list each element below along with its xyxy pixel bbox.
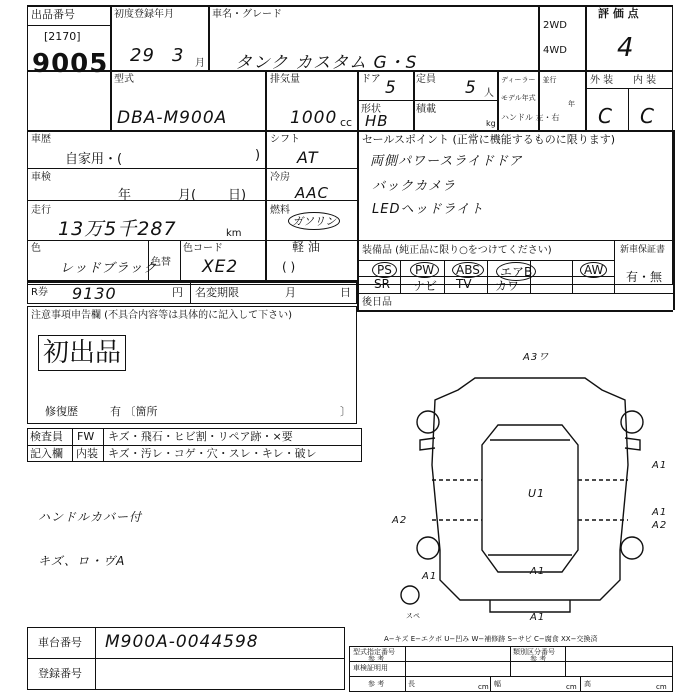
fw-label: FW xyxy=(77,430,95,443)
exterior-label: 外 装 xyxy=(590,75,614,86)
ref-2: 参 考 xyxy=(530,655,547,663)
load-label: 積載 xyxy=(416,104,436,115)
divider xyxy=(72,428,73,462)
equip-aw: AW xyxy=(580,262,607,278)
interior-row-label: 内装 xyxy=(76,447,98,460)
shift-value: AT xyxy=(297,148,319,167)
width-label: 幅 xyxy=(494,680,501,688)
divider xyxy=(510,646,511,676)
history-value: 自家用・( xyxy=(65,152,123,167)
displacement-unit: cc xyxy=(340,116,353,129)
shift-label: シフト xyxy=(270,134,300,145)
type-value: DBA-M900A xyxy=(117,108,228,128)
ref-1: 参 考 xyxy=(368,655,385,663)
divider xyxy=(27,5,673,7)
divider xyxy=(565,646,566,676)
expiry-month: 月 xyxy=(285,286,296,299)
type-spec-label: 型式指定番号 xyxy=(353,648,395,656)
divider xyxy=(27,130,673,132)
divider xyxy=(349,661,673,662)
notes-title: 注意事項申告欄 (不具合内容等は具体的に記入して下さい) xyxy=(31,310,292,321)
divider xyxy=(357,310,673,312)
length-label: 長 xyxy=(408,680,415,688)
remark-line-2: キズ、ロ・ヴA xyxy=(38,554,126,568)
divider xyxy=(497,70,499,130)
inspection-month: 月( xyxy=(178,188,197,203)
equip-tv: TV xyxy=(456,277,472,291)
capacity-label: 定員 xyxy=(416,74,436,85)
cm-1: cm xyxy=(478,683,489,691)
divider xyxy=(490,676,491,692)
divider xyxy=(95,627,96,690)
divider xyxy=(628,88,629,130)
inspection-day: 日) xyxy=(228,188,247,203)
fuel-alt: 軽 油 xyxy=(292,240,320,254)
divider xyxy=(180,240,181,280)
damage-bottom: A1 xyxy=(530,612,546,623)
divider xyxy=(357,280,359,310)
recycle-unit: 円 xyxy=(172,286,183,299)
divider xyxy=(357,100,497,101)
class-label: 類別区分番号 xyxy=(513,648,555,656)
equip-pw: PW xyxy=(410,262,439,278)
inspector-label: 検査員 xyxy=(30,430,63,443)
model-label: 車名・グレード xyxy=(212,9,282,20)
footer-right xyxy=(349,646,673,692)
divider xyxy=(27,445,362,446)
mileage-value: 13万5千287 xyxy=(58,218,177,240)
divider xyxy=(614,240,615,293)
first-reg-year: 29 xyxy=(130,45,155,66)
damage-right-1: A1 xyxy=(652,460,668,471)
divider xyxy=(357,240,673,241)
damage-top: A3ワ xyxy=(523,352,550,363)
color-code-value: XE2 xyxy=(202,257,239,277)
type-label: 型式 xyxy=(114,74,134,85)
interior-items: キズ・汚レ・コゲ・穴・スレ・キレ・破レ xyxy=(108,447,317,460)
post-label: 後日品 xyxy=(362,297,392,308)
recorder-label: 記入欄 xyxy=(30,447,63,460)
divider xyxy=(580,676,581,692)
divider xyxy=(673,130,675,310)
exterior-grade: C xyxy=(598,104,613,128)
spare-label: スペ xyxy=(406,612,420,620)
doors-value: 5 xyxy=(385,78,397,98)
divider xyxy=(487,260,488,293)
equipment-title: 装備品 (純正品に限り○をつけてください) xyxy=(362,245,552,256)
expiry-label: 名変期限 xyxy=(195,286,239,299)
cm-3: cm xyxy=(656,683,667,691)
equip-navi: ナビ xyxy=(413,279,438,293)
damage-rear: A1 xyxy=(530,566,546,577)
recycle-value: 9130 xyxy=(72,284,117,303)
damage-right-2: A1 xyxy=(652,507,668,518)
sales-point-3: LEDヘッドライト xyxy=(372,202,485,217)
rating-value: 4 xyxy=(617,33,635,63)
divider xyxy=(585,5,587,70)
lot-code: [2170] xyxy=(44,30,81,43)
color-code-label: 色コード xyxy=(183,243,223,254)
inspection-label: 車検 xyxy=(31,172,51,183)
divider xyxy=(265,70,267,130)
cm-2: cm xyxy=(566,683,577,691)
equip-abs: ABS xyxy=(452,262,484,278)
doors-label: ドア xyxy=(361,74,381,85)
displacement-label: 排気量 xyxy=(270,74,300,85)
drive-2wd: 2WD xyxy=(543,20,567,31)
fuel-label: 燃料 xyxy=(270,205,290,216)
divider xyxy=(444,260,445,293)
equip-airbag: エアB xyxy=(496,262,536,281)
dealer-label: ディーラー・並行 xyxy=(501,76,557,84)
divider xyxy=(357,260,614,261)
displacement-value: 1000 xyxy=(290,108,338,128)
mileage-label: 走行 xyxy=(31,205,51,216)
damage-legend: A−キズ E−エクボ U−凹み W−補修跡 S−サビ C−腐食 XX−交換済 xyxy=(384,635,598,643)
shape-label: 形状 xyxy=(361,104,381,115)
color-label: 色 xyxy=(31,243,41,254)
divider xyxy=(357,276,614,277)
lot-number: 9005 xyxy=(32,49,109,79)
damage-left: A2 xyxy=(392,515,408,526)
divider xyxy=(27,658,345,659)
model-name: タンク カスタム G・S xyxy=(235,53,418,73)
divider xyxy=(585,88,673,89)
interior-grade: C xyxy=(640,104,655,128)
equip-sr: SR xyxy=(374,277,390,291)
sales-point-1: 両側パワースライドドア xyxy=(370,154,523,169)
history-close: ) xyxy=(255,148,261,163)
color-value: レッドブラック xyxy=(60,261,158,276)
repair-value: 有 〔箇所 xyxy=(110,405,158,418)
interior-label: 内 装 xyxy=(633,75,657,86)
rating-label: 評 価 点 xyxy=(598,7,639,20)
fuel-value: ガソリン xyxy=(288,212,340,230)
fuel-paren: ( ) xyxy=(282,260,296,274)
divider xyxy=(400,260,401,293)
year-unit: 年 xyxy=(568,100,575,108)
repair-label: 修復歴 xyxy=(45,405,78,418)
damage-right-3: A2 xyxy=(652,520,668,531)
shape-value: HB xyxy=(365,112,389,130)
capacity-unit: 人 xyxy=(484,88,494,99)
color-swap-label: 色替 xyxy=(151,257,171,268)
equip-leather: カワ xyxy=(495,279,520,293)
expiry-day: 日 xyxy=(340,286,351,299)
first-listing-stamp: 初出品 xyxy=(38,335,126,371)
warranty-value: 有・無 xyxy=(626,270,663,284)
history-label: 車歴 xyxy=(31,134,51,145)
chassis-value: M900A-0044598 xyxy=(105,632,259,652)
divider xyxy=(27,25,110,26)
load-unit: kg xyxy=(486,119,496,128)
handle-label: ハンドル 左・右 xyxy=(501,113,560,122)
height-label: 高 xyxy=(584,680,591,688)
divider xyxy=(538,5,540,130)
divider xyxy=(190,282,191,304)
recycle-label: R券 xyxy=(31,287,48,298)
capacity-value: 5 xyxy=(465,78,477,98)
divider xyxy=(357,130,359,280)
sales-title: セールスポイント (正常に機能するものに限ります) xyxy=(362,133,616,146)
divider xyxy=(27,168,357,169)
fw-items: キズ・飛石・ヒビ割・リペア跡・×要 xyxy=(108,430,293,443)
divider xyxy=(572,260,573,293)
chassis-label: 車台番号 xyxy=(38,636,82,649)
cooler-value: AAC xyxy=(295,184,329,202)
divider xyxy=(405,646,406,692)
remark-line-1: ハンドルカバー付 xyxy=(38,510,143,524)
repair-close: 〕 xyxy=(340,405,351,418)
equip-ps: PS xyxy=(372,262,397,278)
inspection-year: 年 xyxy=(118,188,132,203)
divider xyxy=(208,5,210,70)
warranty-label: 新車保証書 xyxy=(620,245,666,255)
divider xyxy=(349,676,673,677)
model-year-label: モデル年式 xyxy=(501,94,536,102)
divider xyxy=(265,130,267,280)
drive-4wd: 4WD xyxy=(543,45,567,56)
ref-3: 参 考 xyxy=(368,680,385,688)
cert-label: 車検証明用 xyxy=(353,664,388,672)
sales-point-2: バックカメラ xyxy=(372,179,457,194)
first-reg-label: 初度登録年月 xyxy=(114,9,174,20)
first-reg-month-unit: 月 xyxy=(195,58,205,69)
damage-lower-left: A1 xyxy=(422,571,438,582)
reg-label: 登録番号 xyxy=(38,667,82,680)
divider xyxy=(585,70,587,130)
divider xyxy=(110,5,112,130)
lot-label: 出品番号 xyxy=(31,8,75,21)
divider xyxy=(103,428,104,462)
first-reg-month: 3 xyxy=(172,45,185,66)
damage-center: U1 xyxy=(528,487,546,500)
mileage-unit: km xyxy=(226,228,242,239)
cooler-label: 冷房 xyxy=(270,172,290,183)
